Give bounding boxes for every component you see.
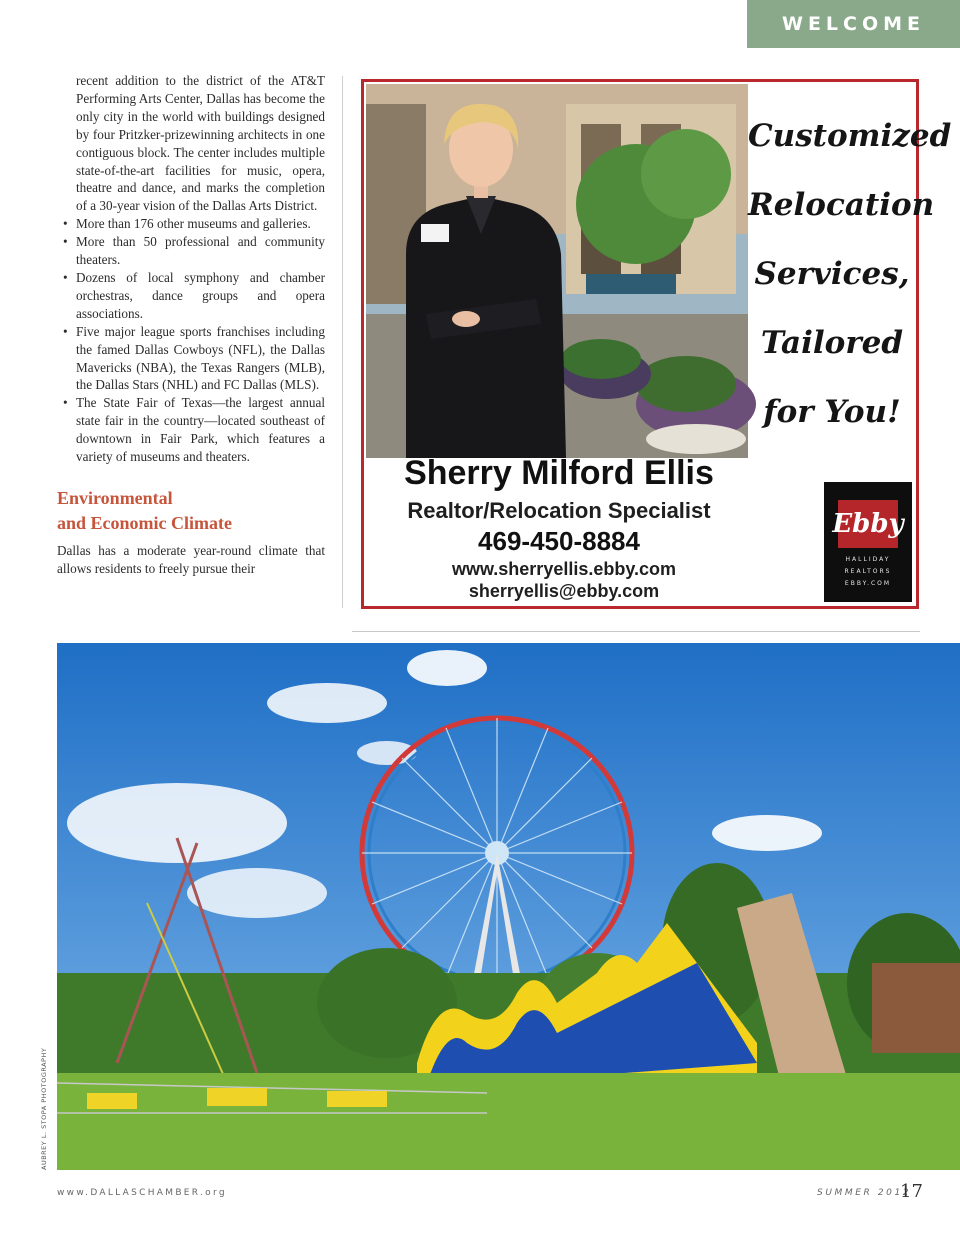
section-tab: WELCOME — [747, 0, 960, 48]
agent-phone[interactable]: 469-450-8884 — [478, 526, 640, 556]
list-item: • More than 176 other museums and galleries. — [57, 215, 325, 233]
article-column — [57, 72, 325, 578]
slogan-line: Relocation — [748, 187, 935, 223]
state-fair-photo — [57, 643, 960, 1170]
slogan-line: Services, — [754, 256, 910, 292]
ebby-wordmark: Ebby — [838, 500, 898, 548]
section-heading-line2: and Economic Climate — [57, 512, 232, 533]
slogan-line: Customized — [748, 118, 952, 154]
agent-website-link[interactable]: www.sherryellis.ebby.com — [451, 559, 677, 579]
section-heading — [57, 486, 325, 536]
photo-credit: AUBREY L. STOPA PHOTOGRAPHY — [40, 1047, 48, 1170]
logo-line: HALLIDAY — [845, 556, 891, 563]
agent-email-link[interactable]: sherryellis@ebby.com — [468, 581, 660, 601]
realtor-advertisement[interactable] — [361, 79, 952, 609]
page-number: 17 — [900, 1181, 923, 1202]
list-item: • More than 50 professional and community theaters. — [57, 233, 325, 269]
slogan-line: for You! — [763, 394, 901, 430]
horizontal-rule — [352, 631, 920, 632]
list-item: • The State Fair of Texas—the largest annual state fair in the country—located southeast of downtown in Fair Park, which features a variety of museums and theaters. — [57, 394, 325, 466]
logo-line: REALTORS — [844, 568, 892, 575]
list-item: • Five major league sports franchises including the famed Dallas Cowboys (NFL), the Dallas Mavericks (NBA), the Texas Rangers (MLB), the Dallas Stars (NHL) and FC Dallas (MLS). — [57, 323, 325, 395]
ad-slogan — [748, 102, 952, 447]
list-item: • Dozens of local symphony and chamber orchestras, dance groups and opera associations. — [57, 269, 325, 323]
agent-name: Sherry Milford Ellis — [404, 454, 714, 492]
slogan-line: Tailored — [760, 325, 904, 361]
logo-line: EBBY.COM — [844, 580, 892, 587]
closing-paragraph: Dallas has a moderate year-round climate that allows residents to freely pursue their — [57, 542, 325, 576]
footer-issue: SUMMER 2012 — [817, 1188, 912, 1198]
footer-url[interactable]: www.DALLASCHAMBER.org — [57, 1188, 227, 1198]
agent-photo — [366, 84, 748, 458]
ebby-logo — [824, 482, 912, 602]
intro-paragraph: recent addition to the district of the AT&T Performing Arts Center, Dallas has become the only city in the world with buildings designed by four Pritzker-prizewinning architects in one contiguous block. The center includes multiple state-of-the-art facilities for music, opera, theatre and dance, and marks the completion of a 30-year vision of the Dallas Arts District. — [76, 73, 325, 214]
bullet-list — [57, 215, 325, 466]
agent-title: Realtor/Relocation Specialist — [407, 498, 711, 523]
section-heading-line1: Environmental — [57, 487, 173, 508]
column-divider — [342, 76, 343, 608]
